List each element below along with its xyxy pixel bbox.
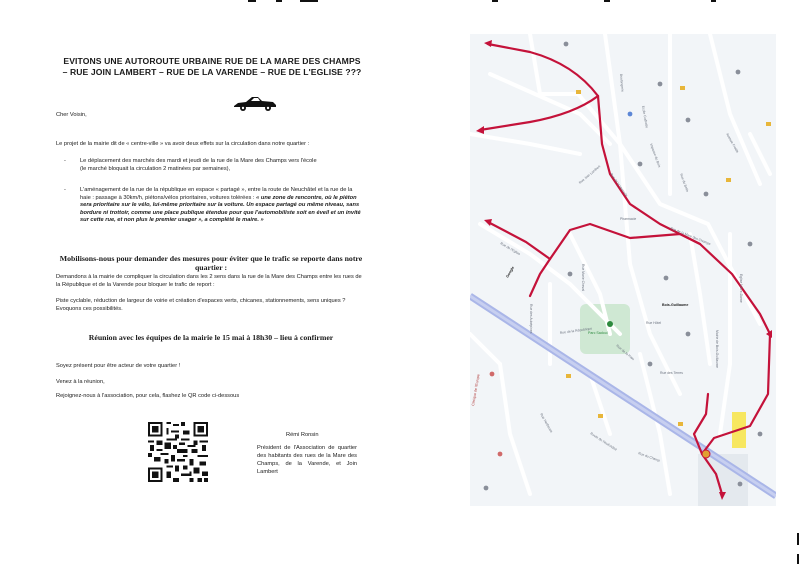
label-boulangerie: Boulangerie (619, 73, 625, 93)
come-meeting-text: Venez à la réunion, (56, 379, 105, 385)
label-rue-varende: Rue de la Varende (609, 172, 629, 198)
label-mairie: Mairie de Bois-Guillaume (715, 330, 719, 368)
be-present-text: Soyez présent pour être acteur de votre quartier ! (56, 363, 181, 369)
bullet-republique-text: L'aménagement de la rue de la république en espace « partagé », entre la route de Neuchâtel et la rue de la haie : passage à 30km/h, piétons/vélos prioritaires, voitures tolérées : (80, 187, 353, 201)
map-canvas (470, 34, 776, 506)
label-ave-froide: Avenue Froide (725, 132, 740, 154)
meeting-announcement: Réunion avec les équipes de la mairie le 15 mai à 18h30 – lieu à confirmer (88, 333, 334, 342)
scan-artifact-mark (300, 0, 318, 2)
label-rue-herbeuse: Rue Herbeuse (539, 412, 554, 434)
label-bois-guillaume: Bois-Guillaume (662, 303, 689, 307)
label-rue-hotel: Rue Hôtel (646, 321, 662, 325)
route-arrow-icon (484, 40, 492, 47)
bullet-market: - Le déplacement des marchés des mardi et jeudi de la rue de la Mare des Champs vers l'école (le marché bloquait la circulation 2 matinées par semaines), (64, 158, 364, 173)
scan-artifact-mark (797, 533, 799, 545)
label-impasse: Impasse du Bois (649, 142, 662, 168)
scan-artifact-mark (604, 0, 610, 2)
label-route-neufchatel: Route de Neufchâtel (589, 431, 618, 452)
greeting: Cher Voisin, (56, 112, 87, 118)
label-rue-join-lambert: Rue Join Lambert (578, 164, 602, 185)
street-map[interactable] (470, 34, 776, 506)
label-rue-belle: Rue du Belle (679, 172, 690, 193)
label-eglise-notre-dame: Eglise Notre-Dame (739, 274, 743, 303)
bullet-republique: - L'aménagement de la rue de la république en espace « partagé », entre la route de Neuchâtel et la rue de la haie : passage à 30km/h, piétons/vélos prioritaires, voitures tolérées : « une zone de rencontre, où le piéton sera prioritaire sur le vélo, lui-même prioritaire sur la voiture. Un espace partagé ou même niveau, sans bordure ni trottoir, comme une place publique étendue pour que l'automobiliste soit en éveil et un invité sur cette rue, et non plus le premier usager », a complété le maire. » (64, 187, 361, 224)
label-ecole: Ecole Codrette (641, 105, 649, 129)
label-rue-terres: Rue des Terres (660, 371, 683, 375)
scan-artifact-mark (248, 0, 256, 2)
label-rue-de-la-haie: Rue de la Haie (615, 343, 636, 362)
join-association-text: Rejoignez-nous à l'association, pour cela, flashez le QR code ci-dessous (56, 393, 240, 399)
flyer-title: EVITONS UNE AUTOROUTE URBAINE RUE DE LA MARE DES CHAMPS – RUE JOIN LAMBERT – RUE DE LA VARENDE – RUE DE L'EGLISE ??? (62, 56, 362, 78)
demand-paragraph: Demandons à la mairie de compliquer la circulation dans les 2 sens dans la rue de la Mare des Champs entre les rues de la République et de la Varende pour bloquer le trafic de report : (56, 274, 362, 288)
label-rue-champ: Rue du Champ (637, 451, 661, 463)
mobilisation-heading: Mobilisons-nous pour demander des mesures pour éviter que le trafic se reporte dans notre quartier : (59, 254, 363, 273)
label-rue-marie: Rue Marie Cheval (581, 264, 585, 292)
scan-artifact-mark (492, 0, 498, 2)
label-pharmacie: Pharmacie (620, 217, 637, 221)
measures-paragraph: Piste cyclable, réduction de largeur de voirie et création d'espaces verts, chicanes, stationnements, sens uniques ? Evoquons ces possibilités. (56, 298, 346, 312)
label-rue-republique: Rue de la République (559, 326, 593, 335)
qr-code-icon[interactable] (148, 422, 208, 482)
google-logo: Google (505, 265, 516, 279)
street-network (470, 34, 770, 494)
label-rue-mare: Rue de la Mare des Champs (669, 226, 712, 247)
route-arrow-icon (476, 126, 484, 134)
bullet-market-line1: Le déplacement des marchés des mardi et jeudi de la rue de la Mare des Champs vers l'école (80, 158, 317, 164)
label-rue-aubepines: Rue des Aubépines (529, 304, 533, 334)
scan-artifact-mark (711, 0, 716, 2)
car-icon (232, 94, 278, 112)
bullet-market-line2: (le marché bloquait la circulation 2 matinées par semaines), (80, 165, 231, 172)
label-rue-eglise: Rue de l'Eglise (499, 241, 521, 257)
traffic-route (480, 44, 770, 494)
label-clinique: Clinique de l'Europe (471, 373, 481, 407)
signer-name: Rémi Ronsin (286, 432, 319, 438)
scan-artifact-mark (276, 0, 282, 2)
scan-artifact-mark (797, 554, 799, 564)
label-parc: Parc Sadoul (588, 331, 608, 335)
bullet-republique-quote: « une zone de rencontre, où le piéton sera prioritaire sur le vélo, lui-même prioritaire sur la voiture. Un espace partagé ou même niveau, sans bordure ni trottoir, comme une place publique étendue pour que l'automobiliste soit en éveil et un invité sur cette rue, et non plus le premier usager », a complété le maire. » (80, 194, 361, 224)
signer-title: Président de l'Association de quartier des habitants des rues de la Mare des Champs, de la Varende, et Join Lambert (257, 445, 357, 475)
intro-paragraph: Le projet de la mairie dit de « centre-ville » va avoir deux effets sur la circulation dans notre quartier : (56, 141, 310, 147)
